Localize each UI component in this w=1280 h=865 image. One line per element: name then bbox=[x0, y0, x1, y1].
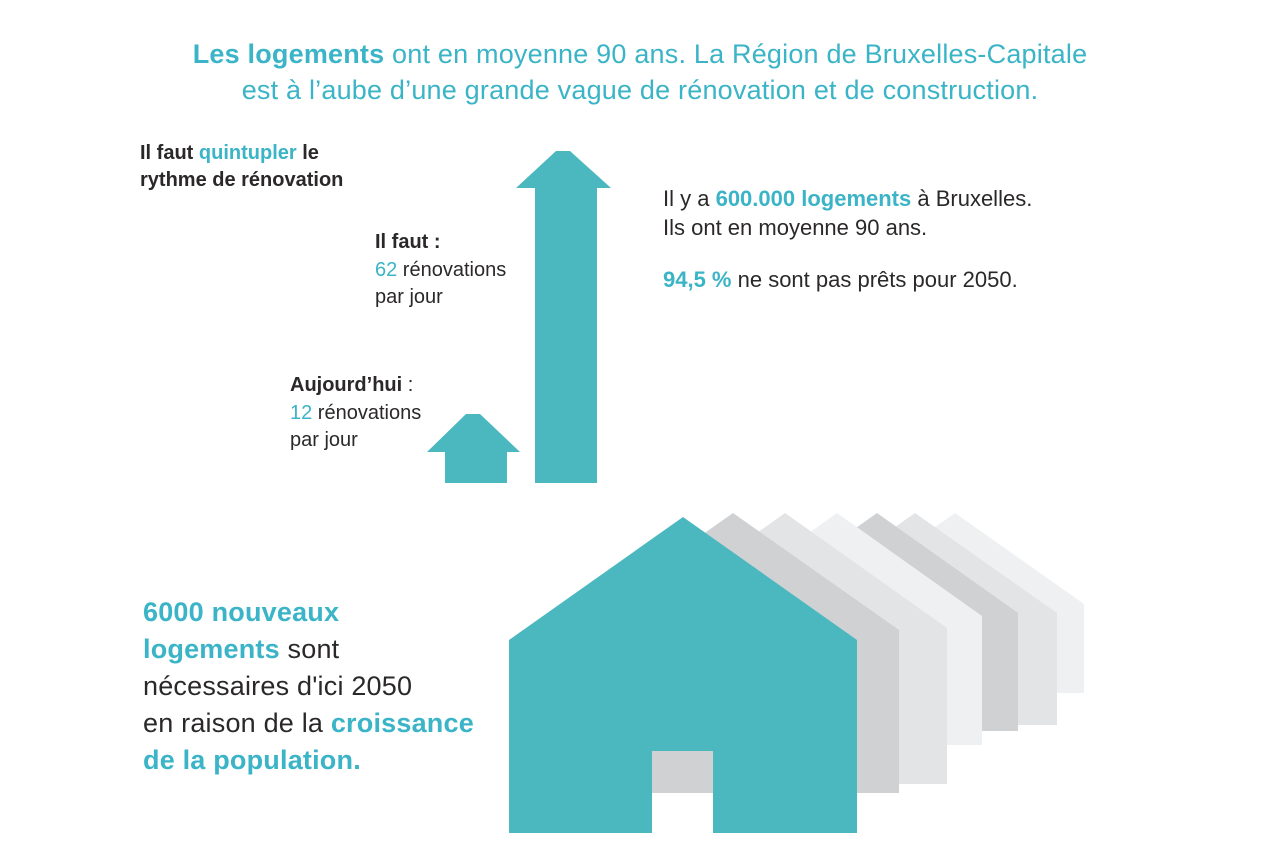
growth-line2 bbox=[143, 631, 474, 668]
today-rate-block bbox=[290, 372, 421, 455]
stats-paragraph-1 bbox=[663, 184, 1032, 242]
headline-post: le bbox=[296, 142, 319, 164]
today-rate-label-rest: : bbox=[402, 374, 414, 396]
stats-block bbox=[663, 184, 1032, 294]
accent-94-5-percent: 94,5 % bbox=[663, 267, 732, 292]
today-rate-line bbox=[290, 400, 421, 428]
headline-renovation-pace bbox=[140, 140, 343, 194]
stats-paragraph-2 bbox=[663, 265, 1032, 294]
title-bold-segment: Les logements bbox=[192, 39, 385, 69]
target-rate-line bbox=[375, 257, 506, 285]
small-arrow-shape bbox=[427, 414, 520, 483]
headline-pre: Il faut bbox=[140, 142, 199, 164]
accent-600000-logements: 600.000 logements bbox=[715, 186, 912, 211]
title-line2: est à l’aube d’une grande vague de rénovation et de construction. bbox=[241, 75, 1039, 105]
headline-line1 bbox=[140, 140, 343, 167]
accent-quintupler: quintupler bbox=[198, 142, 297, 164]
today-rate-per: par jour bbox=[290, 429, 358, 451]
growth-line2-accent: logements bbox=[143, 634, 280, 664]
big-arrow-shape bbox=[516, 151, 611, 483]
growth-line4 bbox=[143, 705, 474, 742]
house-shape-gray-6 bbox=[826, 513, 1084, 693]
infographic-title bbox=[0, 36, 1280, 108]
stats-line2: Ils ont en moyenne 90 ans. bbox=[663, 215, 928, 240]
title-rest-line1: ont en moyenne 90 ans. La Région de Bruxelles-Capitale bbox=[384, 39, 1088, 69]
stats-line1-post: à Bruxelles. bbox=[911, 186, 1033, 211]
headline-line2: rythme de rénovation bbox=[140, 169, 344, 191]
house-shape-gray-2 bbox=[623, 513, 947, 784]
growth-block bbox=[143, 594, 474, 779]
growth-line4-accent: croissance bbox=[330, 708, 474, 738]
target-rate-block bbox=[375, 229, 506, 312]
growth-line2-post: sont bbox=[279, 634, 340, 664]
growth-line4-pre: en raison de la bbox=[143, 708, 331, 738]
house-shape-teal bbox=[509, 517, 857, 833]
today-rate-value: 12 bbox=[290, 401, 313, 424]
target-rate-unit: rénovations bbox=[397, 258, 507, 281]
stats-line1 bbox=[663, 184, 1032, 213]
growth-line5: de la population. bbox=[143, 745, 361, 775]
target-rate-value: 62 bbox=[375, 258, 398, 281]
growth-line3: nécessaires d'ici 2050 bbox=[143, 671, 413, 701]
house-shape-gray-5 bbox=[773, 513, 1057, 725]
today-rate-unit: rénovations bbox=[312, 401, 422, 424]
today-rate-label-bold: Aujourd’hui bbox=[290, 374, 403, 396]
stats-line1-pre: Il y a bbox=[663, 186, 716, 211]
growth-line1: 6000 nouveaux bbox=[143, 597, 340, 627]
stats-line3-post: ne sont pas prêts pour 2050. bbox=[731, 267, 1018, 292]
house-shape-gray-1 bbox=[567, 513, 899, 793]
house-shape-gray-3 bbox=[692, 513, 982, 745]
target-rate-label: Il faut : bbox=[375, 231, 441, 253]
today-rate-label bbox=[290, 372, 421, 400]
target-rate-per: par jour bbox=[375, 286, 443, 308]
house-shape-gray-4 bbox=[736, 513, 1018, 731]
